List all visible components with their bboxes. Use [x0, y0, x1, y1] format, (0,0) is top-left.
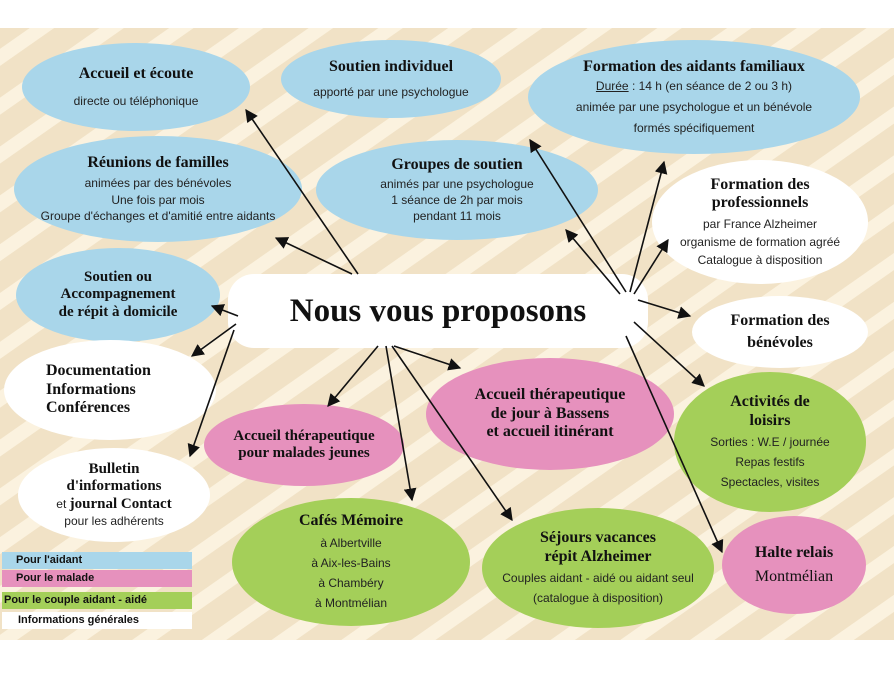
node-line: organisme de formation agréé: [679, 234, 841, 249]
node-line: animée par une psychologue et un bénévole: [575, 100, 813, 115]
node-line: et: [56, 497, 70, 512]
node-line: à Albertville: [320, 535, 382, 550]
node-line: animées par des bénévoles: [84, 176, 232, 191]
node-title: Réunions de familles: [87, 154, 229, 172]
node-line: Groupe d'échanges et d'amitié entre aidants: [40, 208, 276, 223]
node-title: professionnels: [711, 194, 809, 212]
node-line: formés spécifiquement: [633, 121, 755, 136]
node-title: Activités de: [730, 393, 810, 411]
node-accueil-ecoute: [22, 43, 250, 131]
node-title: Accueil thérapeutique: [233, 427, 375, 444]
node-title: Formation des aidants familiaux: [583, 57, 805, 75]
node-line: Sorties : W.E / journée: [710, 435, 830, 450]
node-title: Séjours vacances: [540, 529, 656, 547]
legend-label: Pour le malade: [16, 572, 95, 584]
legend-general: [2, 612, 192, 629]
node-line: apporté par une psychologue: [313, 85, 469, 100]
node-formation-professionnels: [652, 160, 868, 284]
node-title: loisirs: [749, 411, 791, 429]
node-mixed-line: [56, 495, 171, 513]
node-halte-relais: [722, 516, 866, 614]
node-title: Conférences: [46, 399, 131, 417]
node-title: Accompagnement: [60, 286, 176, 303]
node-cafes-memoire: [232, 498, 470, 626]
node-title: de jour à Bassens: [490, 404, 610, 422]
node-title: Cafés Mémoire: [298, 512, 404, 530]
legend-label: Pour l'aidant: [16, 554, 83, 566]
node-line: pendant 11 mois: [413, 209, 501, 224]
node-title: répit Alzheimer: [544, 547, 652, 565]
node-title: de répit à domicile: [58, 303, 178, 320]
node-line: 1 séance de 2h par mois: [391, 193, 523, 208]
legend-malade: [2, 570, 192, 587]
node-formation-aidants: [528, 40, 860, 154]
legend-label: Informations générales: [18, 614, 140, 626]
node-line: à Montmélian: [314, 596, 388, 611]
node-line: Spectacles, visites: [720, 475, 820, 490]
node-bulletin: [18, 448, 210, 542]
node-title: journal Contact: [69, 496, 172, 513]
node-title: Soutien ou: [84, 269, 152, 286]
node-title: d'informations: [66, 477, 162, 494]
node-documentation: [4, 340, 216, 440]
node-line: à Aix-les-Bains: [311, 556, 391, 570]
node-accueil-bassens: [426, 358, 674, 470]
node-line: par France Alzheimer: [702, 216, 818, 231]
node-line: à Chambéry: [318, 576, 384, 591]
node-line: Catalogue à disposition: [697, 252, 823, 267]
node-title: Halte relais: [754, 543, 834, 561]
node-line: Couples aidant - aidé ou aidant seul: [502, 571, 694, 586]
node-reunions-familles: [14, 136, 302, 242]
node-formation-benevoles: [692, 296, 868, 368]
node-title: Formation des: [710, 175, 810, 193]
node-soutien-individuel: [281, 40, 501, 118]
legend-label: Pour le couple aidant - aidé: [4, 594, 148, 606]
node-line: pour les adhérents: [64, 514, 164, 529]
node-activites-loisirs: [674, 372, 866, 512]
node-title: et accueil itinérant: [486, 423, 614, 441]
node-title: bénévoles: [747, 334, 813, 351]
node-title: Accueil et écoute: [78, 64, 194, 82]
node-line: Une fois par mois: [111, 192, 205, 207]
node-accueil-jeunes: [204, 404, 404, 486]
duree-label: Durée: [595, 78, 629, 93]
node-title: Formation des: [730, 311, 830, 329]
legend-couple: [2, 592, 192, 609]
node-line: animés par une psychologue: [380, 176, 534, 191]
node-subtitle: Montmélian: [754, 568, 834, 586]
duree-value: : 14 h (en séance de 2 ou 3 h): [628, 78, 793, 93]
node-title: Informations: [46, 380, 136, 398]
center-node: [228, 274, 648, 348]
node-title: Groupes de soutien: [391, 155, 523, 173]
node-sejours-vacances: [482, 508, 714, 628]
node-groupes-soutien: [316, 140, 598, 240]
center-title: Nous vous proposons: [289, 292, 587, 329]
node-soutien-repit: [16, 248, 220, 342]
node-line: (catalogue à disposition): [532, 591, 664, 606]
node-title: Documentation: [46, 362, 151, 380]
node-title: pour malades jeunes: [238, 445, 370, 461]
legend-aidant: [2, 552, 192, 569]
node-title: Accueil thérapeutique: [474, 386, 626, 404]
node-title: Soutien individuel: [328, 57, 454, 75]
node-line: Repas festifs: [735, 455, 805, 470]
node-title: Bulletin: [88, 460, 140, 477]
node-line: directe ou téléphonique: [73, 94, 199, 109]
node-line: [596, 78, 792, 94]
